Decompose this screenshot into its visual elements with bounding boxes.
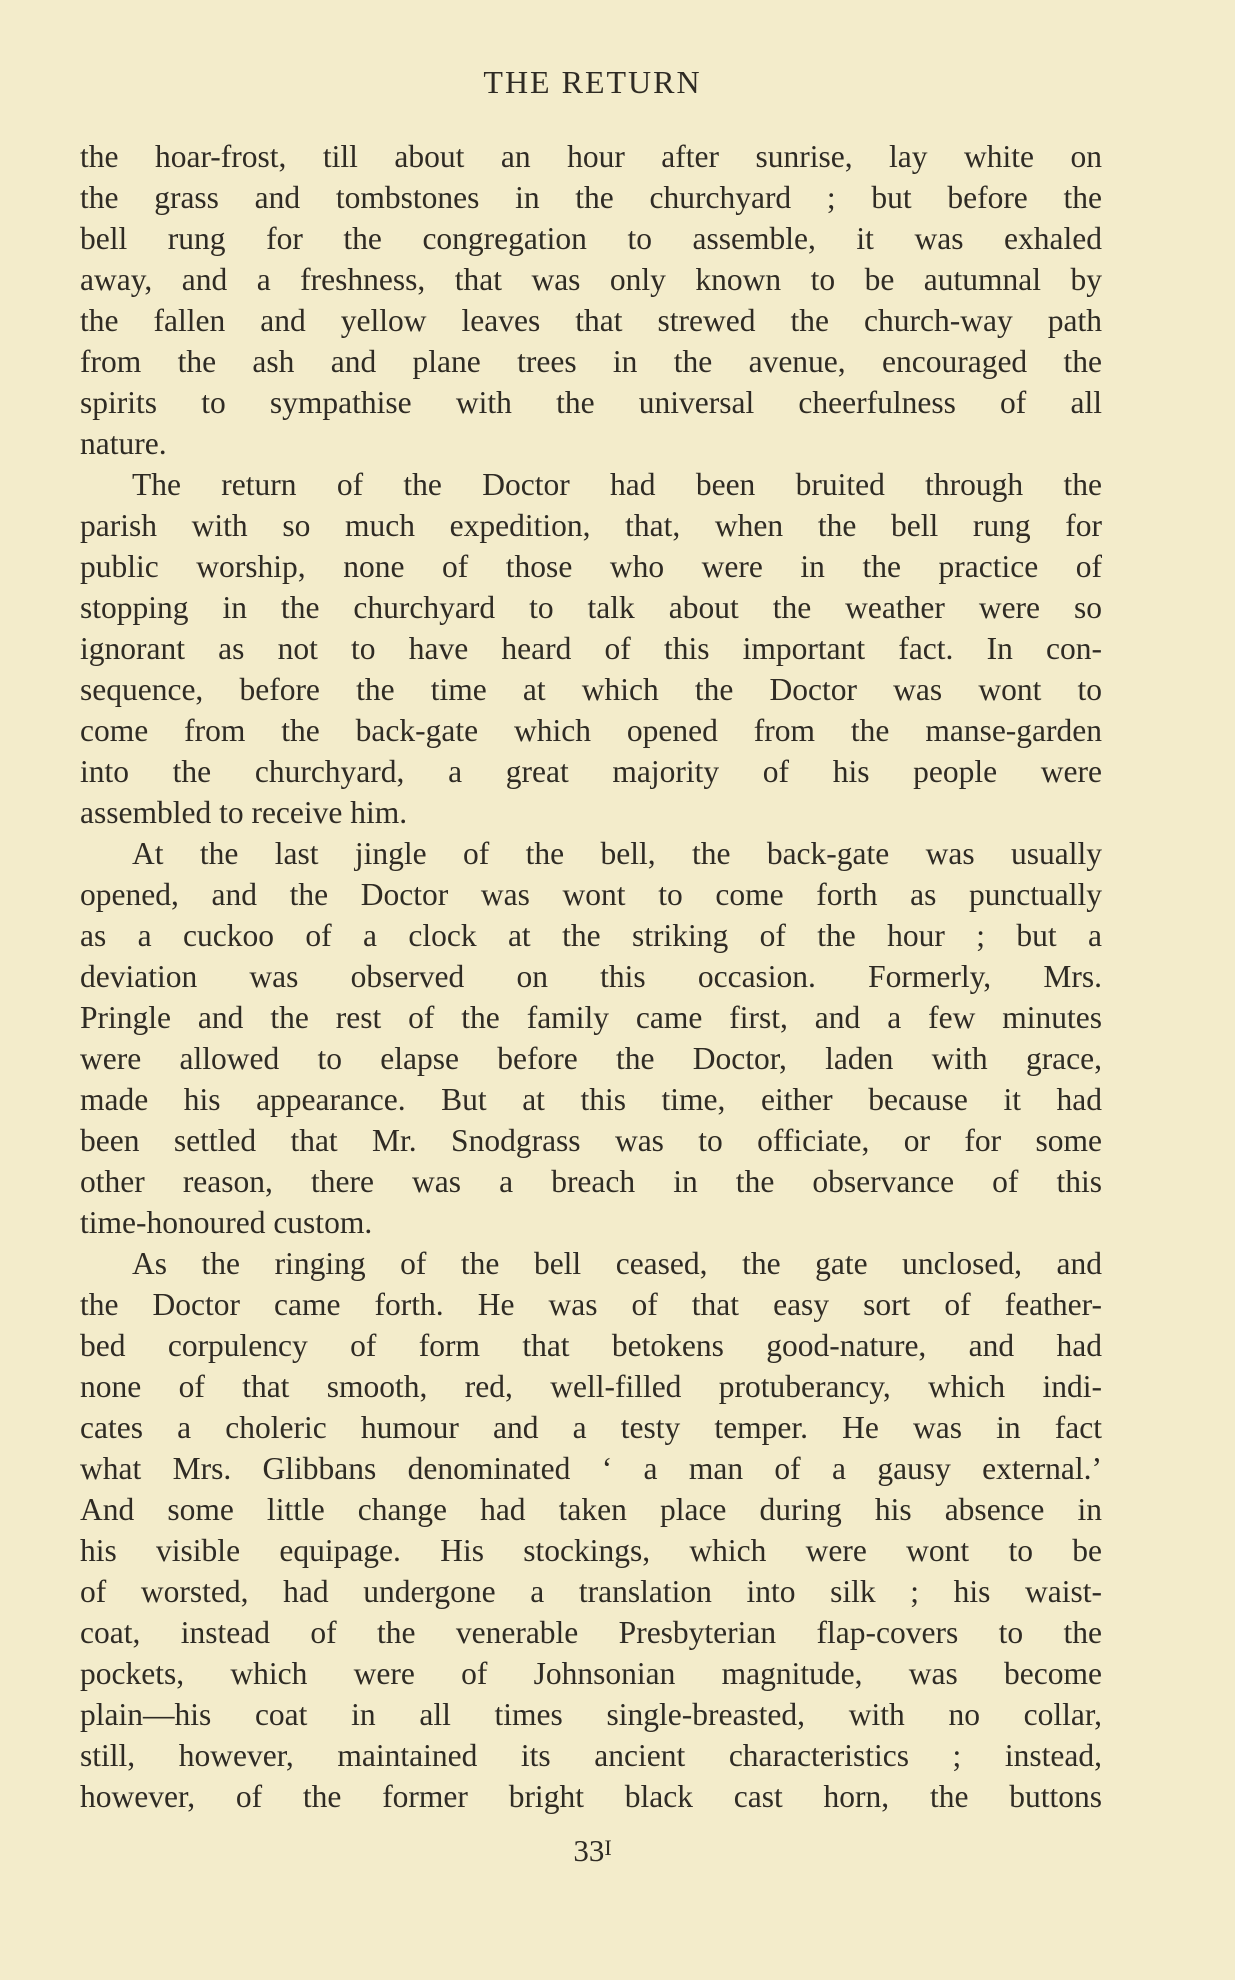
text-line: come from the back-gate which opened from the manse-garden <box>80 713 1102 748</box>
text-line: however, of the former bright black cast horn, the buttons <box>80 1779 1102 1814</box>
text-line: parish with so much expedition, that, when the bell rung for <box>80 508 1102 543</box>
text-line: into the churchyard, a great majority of his people were <box>80 754 1102 789</box>
text-line: from the ash and plane trees in the avenue, encouraged the <box>80 344 1102 379</box>
text-line: spirits to sympathise with the universal cheerfulness of all <box>80 385 1102 420</box>
text-line: bell rung for the congregation to assemble, it was exhaled <box>80 221 1102 256</box>
text-line: cates a choleric humour and a testy temper. He was in fact <box>80 1410 1102 1445</box>
text-line: of worsted, had undergone a translation into silk ; his waist- <box>80 1574 1102 1609</box>
text-line: As the ringing of the bell ceased, the gate unclosed, and <box>132 1246 1102 1281</box>
text-line: made his appearance. But at this time, either because it had <box>80 1082 1102 1117</box>
text-line: away, and a freshness, that was only known to be autumnal by <box>80 262 1102 297</box>
text-line: public worship, none of those who were in the practice of <box>80 549 1102 584</box>
text-line: nature. <box>80 426 167 461</box>
body-text <box>80 136 1102 1817</box>
text-line: the fallen and yellow leaves that strewed the church-way path <box>80 303 1102 338</box>
text-line: the hoar-frost, till about an hour after sunrise, lay white on <box>80 139 1102 174</box>
text-line: were allowed to elapse before the Doctor, laden with grace, <box>80 1041 1102 1076</box>
running-head: THE RETURN <box>483 64 702 100</box>
text-line: deviation was observed on this occasion. Formerly, Mrs. <box>80 959 1102 994</box>
text-line: ignorant as not to have heard of this important fact. In con- <box>80 631 1102 666</box>
text-line: And some little change had taken place during his absence in <box>80 1492 1102 1527</box>
text-line: sequence, before the time at which the Doctor was wont to <box>80 672 1102 707</box>
text-line: still, however, maintained its ancient characteristics ; instead, <box>80 1738 1102 1773</box>
text-line: bed corpulency of form that betokens good-nature, and had <box>80 1328 1102 1363</box>
text-line: the Doctor came forth. He was of that easy sort of feather- <box>80 1287 1102 1322</box>
text-line: been settled that Mr. Snodgrass was to officiate, or for some <box>80 1123 1102 1158</box>
text-line: plain—his coat in all times single-breasted, with no collar, <box>80 1697 1102 1732</box>
text-line: opened, and the Doctor was wont to come forth as punctually <box>80 877 1102 912</box>
text-line: At the last jingle of the bell, the back-gate was usually <box>132 836 1102 871</box>
text-line: his visible equipage. His stockings, which were wont to be <box>80 1533 1102 1568</box>
page-number <box>0 1828 1185 1871</box>
text-line: none of that smooth, red, well-filled protuberancy, which indi- <box>80 1369 1102 1404</box>
page-number-main: 33 <box>573 1833 605 1868</box>
text-line: The return of the Doctor had been bruited through the <box>132 467 1102 502</box>
text-line: pockets, which were of Johnsonian magnitude, was become <box>80 1656 1102 1691</box>
text-line: assembled to receive him. <box>80 795 408 830</box>
text-line: the grass and tombstones in the churchyard ; but before the <box>80 180 1102 215</box>
text-line: as a cuckoo of a clock at the striking of the hour ; but a <box>80 918 1102 953</box>
page-number-superscript: I <box>604 1835 612 1860</box>
text-line: time-honoured custom. <box>80 1205 373 1240</box>
text-line: other reason, there was a breach in the observance of this <box>80 1164 1102 1199</box>
text-line: coat, instead of the venerable Presbyterian flap-covers to the <box>80 1615 1102 1650</box>
text-line: Pringle and the rest of the family came first, and a few minutes <box>80 1000 1102 1035</box>
text-line: what Mrs. Glibbans denominated ‘ a man of a gausy external.’ <box>80 1451 1102 1486</box>
text-line: stopping in the churchyard to talk about the weather were so <box>80 590 1102 625</box>
